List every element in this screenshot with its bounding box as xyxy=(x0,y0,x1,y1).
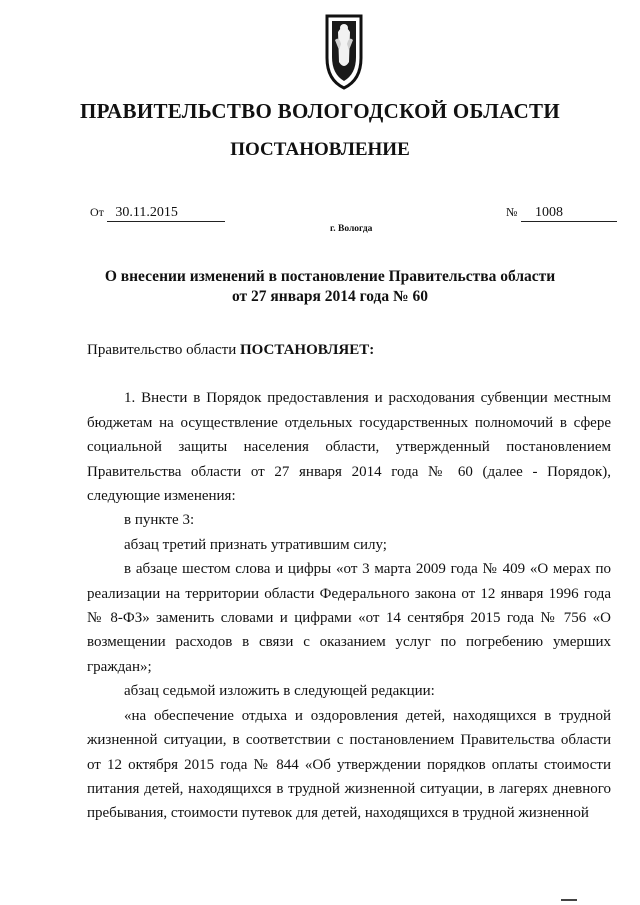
government-title: ПРАВИТЕЛЬСТВО ВОЛОГОДСКОЙ ОБЛАСТИ xyxy=(79,99,560,123)
decree-number xyxy=(506,205,617,222)
paragraph-abzac-6: в абзаце шестом слова и цифры «от 3 марта 2009 года № 409 «О мерах по реализации на территории области Федерального закона от 12 января 1996 года № 8-ФЗ» заменить словами и цифрами «от 14 сентября 2015 года № 756 «О возмещении расходов в связи с оказанием услуг по погребению умерших граждан»; xyxy=(87,561,611,675)
paragraph-abzac-3: абзац третий признать утратившим силу; xyxy=(124,536,387,553)
opening-decree-word: ПОСТАНОВЛЯЕТ: xyxy=(239,342,375,358)
number-value: 1008 xyxy=(521,205,617,222)
subject-line-2: от 27 января 2014 года № 60 xyxy=(232,288,428,305)
decree-date xyxy=(90,205,225,222)
coat-of-arms-icon xyxy=(321,10,367,92)
scan-mark xyxy=(561,899,577,901)
date-prefix: От xyxy=(90,205,104,219)
decree-subject xyxy=(60,267,600,307)
opening-line xyxy=(87,338,611,362)
city: г. Вологда xyxy=(330,224,373,234)
number-prefix: № xyxy=(506,205,518,219)
document-body xyxy=(87,338,611,826)
paragraph-item-1: 1. Внести в Порядок предоставления и расходования субвенции местным бюджетам на осуществление отдельных государственных полномочий в сфере социальной защиты населения области, утвержденный постановлением Правительства области от 27 января 2014 года № 60 (далее - Порядок), следующие изменения: xyxy=(87,390,611,505)
document-type: ПОСТАНОВЛЕНИЕ xyxy=(230,139,410,160)
date-value: 30.11.2015 xyxy=(107,205,225,222)
opening-text: Правительство области xyxy=(87,342,240,358)
spacer xyxy=(87,362,611,386)
paragraph-point-3: в пункте 3: xyxy=(124,512,195,529)
subject-line-1: О внесении изменений в постановление Правительства области xyxy=(104,268,556,285)
paragraph-abzac-7: абзац седьмой изложить в следующей редакции: xyxy=(124,683,435,700)
paragraph-new-wording: «на обеспечение отдыха и оздоровления детей, находящихся в трудной жизненной ситуации, в соответствии с постановлением Правительства области от 12 октября 2015 года № 844 «Об утверждении порядков оплаты стоимости питания детей, находящихся в трудной жизненной ситуации, в лагерях дневного пребывания, стоимости путевок для детей, находящихся в трудной жизненной xyxy=(87,707,611,822)
